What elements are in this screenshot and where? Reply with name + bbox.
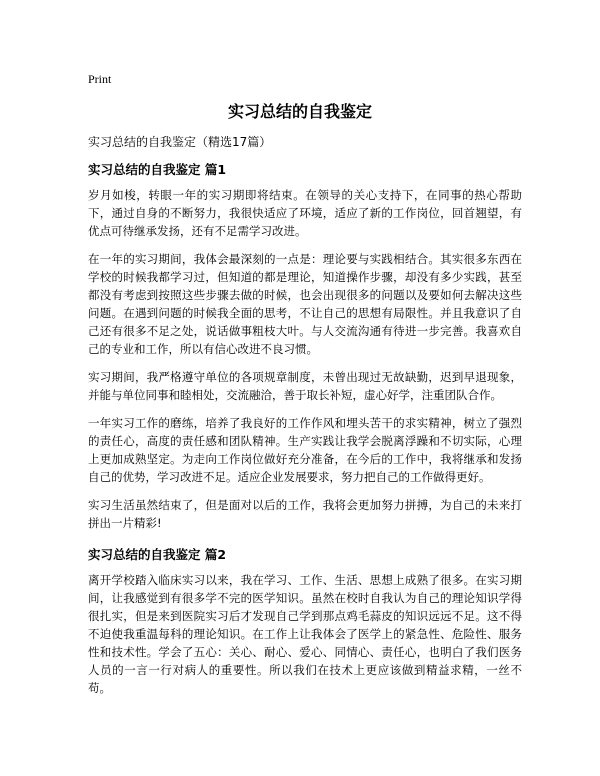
section-1-paragraph: 在一年的实习期间，我体会最深刻的一点是：理论要与实践相结合。其实很多东西在学校的时候我都学习过，但知道的都是理论，知道操作步骤，却没有多少实践，甚至都没有考虑到按照这些步骤去做的时候，也会出现很多的问题以及要如何去解决这些问题。在遇到问题的时候我全面的思考，不让自己的思想有局限性。并且我意识了自己还有很多不足之处，说话做事粗枝大叶。与人交流沟通有待进一步完善。我喜欢自己的专业和工作，所以有信心改进不良习惯。: [88, 252, 522, 356]
section-2-paragraph: 离开学校踏入临床实习以来，我在学习、工作、生活、思想上成熟了很多。在实习期间，让我感觉到有很多学不完的医学知识。虽然在校时自我认为自己的理论知识学得很扎实，但是来到医院实习后才发现自己学到那点鸡毛蒜皮的知识远远不足。这不得不迫使我重温每科的理论知识。在工作上让我体会了医学上的紧急性、危险性、服务性和技术性。学会了五心：关心、耐心、爱心、同情心、责任心，也明白了我们医务人员的一言一行对病人的重要性。所以我们在技术上更应该做到精益求精，一丝不苟。: [88, 573, 522, 695]
section-1-paragraph: 一年实习工作的磨练，培养了我良好的工作作风和埋头苦干的求实精神，树立了强烈的责任心，高度的责任感和团队精神。生产实践让我学会脱离浮躁和不切实际，心理上更加成熟坚定。为走向工作岗位做好充分准备，在今后的工作中，我将继承和发扬自己的优势，学习改进不足。适应企业发展要求，努力把自己的工作做得更好。: [88, 416, 522, 484]
page-title: 实习总结的自我鉴定: [227, 102, 372, 121]
section-1-paragraph: 实习生活虽然结束了，但是面对以后的工作，我将会更加努力拼搏，为自己的未来打拼出一片精彩!: [88, 498, 522, 530]
section-heading-2: 实习总结的自我鉴定 篇2: [88, 547, 227, 562]
section-1-paragraph: 实习期间，我严格遵守单位的各项规章制度，未曾出现过无故缺勤，迟到早退现象，并能与单位同事和睦相处，交流融洽，善于取长补短，虚心好学，注重团队合作。: [88, 370, 522, 402]
section-1-paragraph: 岁月如梭，转眼一年的实习期即将结束。在领导的关心支持下，在同事的热心帮助下，通过自身的不断努力，我很快适应了环境，适应了新的工作岗位，回首翘望，有优点可待继承发扬，还有不足需学习改进。: [88, 188, 522, 238]
section-heading-1: 实习总结的自我鉴定 篇1: [88, 162, 227, 177]
document-subtitle: 实习总结的自我鉴定（精选17篇）: [88, 135, 272, 149]
document-body: [88, 161, 522, 707]
print-label: Print: [88, 72, 112, 86]
